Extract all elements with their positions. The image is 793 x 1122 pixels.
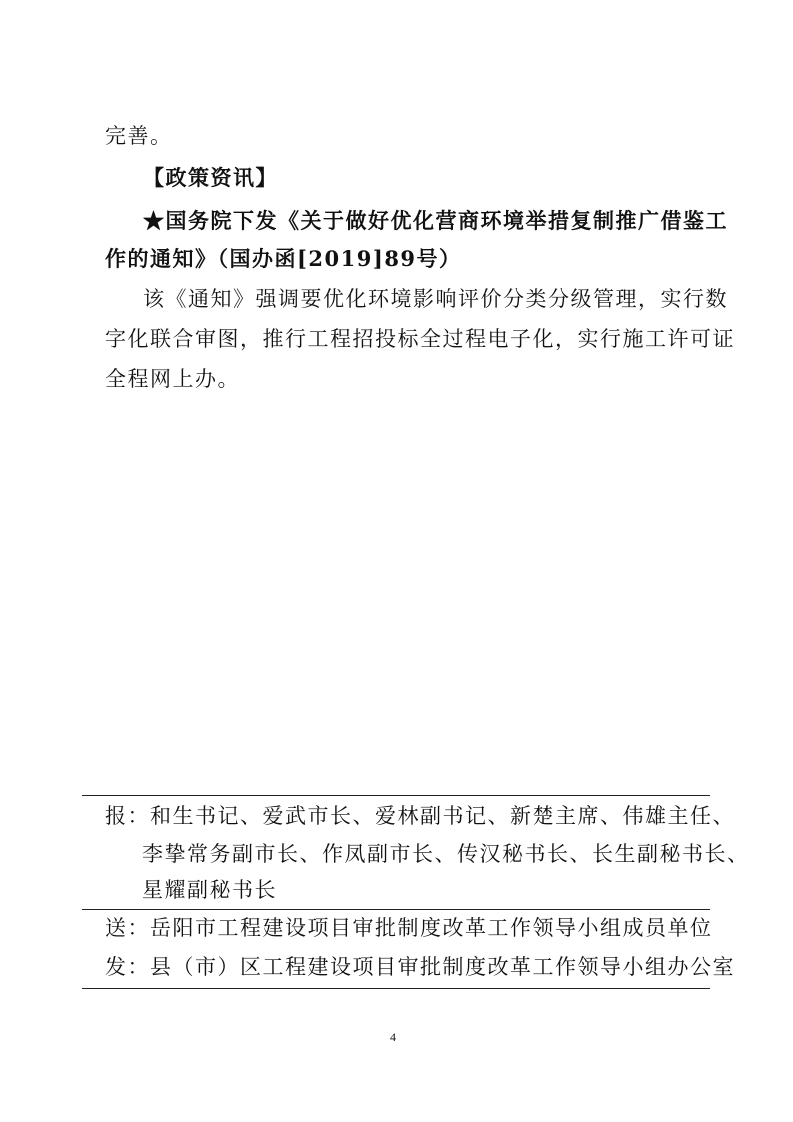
send-line: 送：岳阳市工程建设项目审批制度改革工作领导小组成员单位 [105,916,713,940]
top-divider [82,795,710,796]
issue-line: 发：县（市）区工程建设项目审批制度改革工作领导小组办公室 [105,955,735,979]
intro-end-text: 完善。 [105,124,173,148]
section-heading: 【政策资讯】 [143,165,278,190]
item-para-line2: 字化联合审图，推行工程招投标全过程电子化，实行施工许可证 [105,327,735,351]
page-number: 4 [390,1030,396,1044]
item-para-line1: 该《通知》强调要优化环境影响评价分类分级管理，实行数 [143,287,728,311]
bottom-divider [82,988,710,989]
item-para-line3: 全程网上办。 [105,367,240,391]
item-title-line2: 作的通知》（国办函[2019]89号） [105,246,462,271]
report-line2: 李挚常务副市长、作凤副市长、传汉秘书长、长生副秘书长、 [142,842,750,866]
report-line3: 星耀副秘书长 [142,878,277,902]
report-line1: 报：和生书记、爱武市长、爱林副书记、新楚主席、伟雄主任、 [105,804,735,828]
middle-divider [82,909,710,910]
item-title-line1: ★国务院下发《关于做好优化营商环境举措复制推广借鉴工 [143,208,728,233]
